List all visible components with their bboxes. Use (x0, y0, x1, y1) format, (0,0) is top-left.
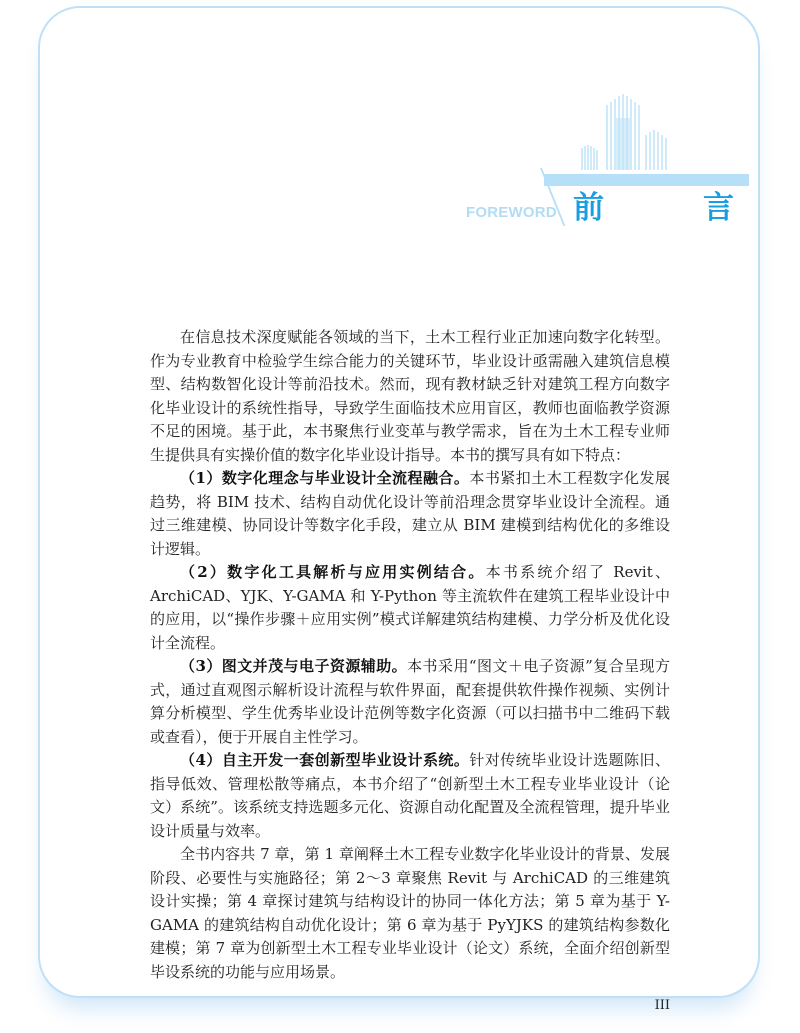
paragraph-text: 全书内容共 7 章，第 1 章阐释土木工程专业数字化毕业设计的背景、发展阶段、必要性与实施路径；第 2～3 章聚焦 Revit 与 ArchiCAD 的三维建筑设计实操；第 4 章探讨建筑与结构设计的协同一体化方法；第 5 章为基于 Y-GAMA 的建筑结构自动优化设计；第 6 章为基于 PyYJKS 的建筑结构参数化建模；第 7 章为创新型土木工程专业毕业设计（论文）系统，全面介绍创新型毕设系统的功能与应用场景。 (150, 845, 670, 981)
paragraph-lead: （1）数字化理念与毕业设计全流程融合。 (180, 469, 470, 487)
header-bar (544, 174, 749, 186)
paragraph-lead: （3）图文并茂与电子资源辅助。 (180, 657, 408, 675)
paragraph (150, 467, 670, 561)
paragraph-text: 在信息技术深度赋能各领域的当下，土木工程行业正加速向数字化转型。作为专业教育中检验学生综合能力的关键环节，毕业设计亟需融入建筑信息模型、结构数智化设计等前沿技术。然而，现有教材缺乏针对建筑工程方向数字化毕业设计的系统性指导，导致学生面临技术应用盲区，教师也面临教学资源不足的困境。基于此，本书聚焦行业变革与教学需求，旨在为土木工程专业师生提供具有实操价值的数字化毕业设计指导。本书的撰写具有如下特点： (150, 328, 670, 464)
page-title: 前 言 (573, 190, 768, 226)
preface-body (150, 326, 670, 984)
paragraph (150, 843, 670, 984)
buildings-illustration (440, 80, 760, 180)
chapter-header (440, 80, 768, 240)
paragraph (150, 655, 670, 749)
paragraph-text: 本书紧扣土木工程数字化发展趋势，将 BIM 技术、结构自动优化设计等前沿理念贯穿毕业设计全流程。通过三维建模、协同设计等数字化手段，建立从 BIM 建模到结构优化的多维设计逻辑。 (150, 469, 670, 558)
page-number: III (654, 998, 670, 1013)
paragraph (150, 326, 670, 467)
page-content (150, 326, 670, 1014)
paragraph-text: 本书系统介绍了 Revit、ArchiCAD、YJK、Y-GAMA 和 Y-Python 等主流软件在建筑工程毕业设计中的应用，以“操作步骤＋应用实例”模式详解建筑结构建模、力学分析及优化设计全流程。 (150, 563, 670, 652)
paragraph-text: 针对传统毕业设计选题陈旧、指导低效、管理松散等痛点，本书介绍了“创新型土木工程专业毕业设计（论文）系统”。该系统支持选题多元化、资源自动化配置及全流程管理，提升毕业设计质量与效率。 (150, 751, 670, 840)
paragraph-text: 本书采用“图文＋电子资源”复合呈现方式，通过直观图示解析设计流程与软件界面，配套提供软件操作视频、实例计算分析模型、学生优秀毕业设计范例等数字化资源（可以扫描书中二维码下载或查看），便于开展自主性学习。 (150, 657, 670, 746)
paragraph-lead: （4）自主开发一套创新型毕业设计系统。 (180, 751, 470, 769)
foreword-label: FOREWORD (466, 204, 557, 221)
paragraph-lead: （2）数字化工具解析与应用实例结合。 (180, 563, 486, 581)
paragraph (150, 561, 670, 655)
paragraph (150, 749, 670, 843)
